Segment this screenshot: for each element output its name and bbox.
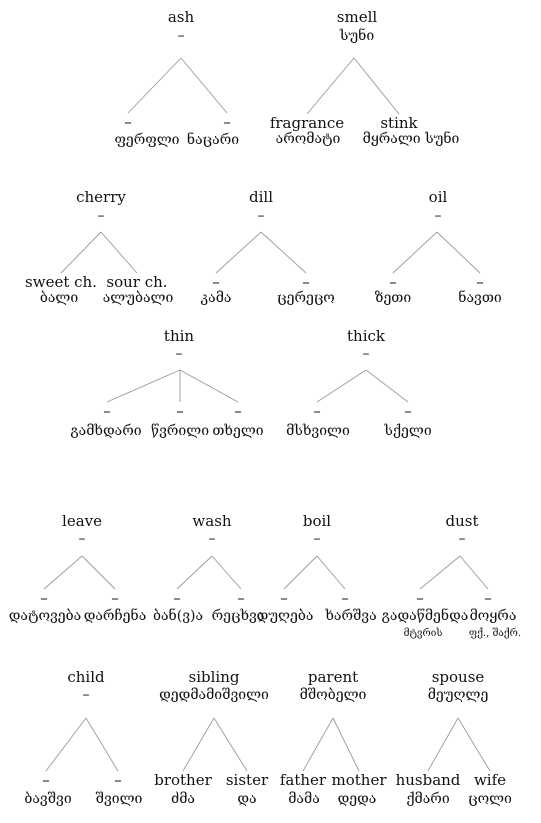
root-gloss-ash: –	[177, 28, 185, 44]
leaf-gloss-thick-1: სქელი	[384, 423, 432, 439]
leaf-label-leave-1: –	[111, 589, 119, 607]
leaf-gloss-boil-1: ხარშვა	[325, 608, 377, 624]
leaf-label-parent-0: father	[279, 771, 327, 789]
root-gloss-smell: სუნი	[339, 28, 375, 44]
leaf-label-boil-0: –	[280, 589, 288, 607]
branch-cherry-0	[61, 232, 101, 273]
branch-dill-0	[216, 232, 261, 273]
branch-leave-0	[44, 556, 82, 589]
branch-wash-1	[212, 556, 241, 589]
leaf-label-smell-1: stink	[380, 114, 418, 132]
leaf-gloss-child-1: შვილი	[95, 791, 143, 807]
root-label-thick: thick	[347, 327, 385, 345]
leaf-label-spouse-1: wife	[473, 771, 507, 789]
leaf-gloss-parent-1: დედა	[337, 791, 377, 807]
leaf-gloss-smell-0: არომატი	[275, 131, 341, 147]
leaf-gloss-oil-1: ნავთი	[458, 290, 502, 306]
leaf-label-oil-0: –	[389, 273, 397, 291]
leaf-gloss-child-0: ბავშვი	[24, 791, 72, 807]
leaf-label-parent-1: mother	[331, 771, 387, 789]
branch-thin-2	[180, 370, 238, 402]
leaf-label-child-1: –	[114, 771, 122, 789]
leaf-gloss-cherry-0: ბალი	[39, 290, 79, 306]
leaf-gloss-dill-0: კამა	[200, 290, 232, 306]
root-gloss-parent: მშობელი	[299, 687, 367, 703]
branch-parent-1	[333, 718, 359, 771]
leaf-label-boil-1: –	[341, 589, 349, 607]
leaf-label-dill-1: –	[302, 273, 310, 291]
branch-dill-1	[261, 232, 306, 273]
leaf-gloss-dust-0: გადაწმენდა	[381, 608, 469, 624]
leaf-gloss-leave-1: დარჩენა	[83, 608, 147, 624]
branch-sibling-0	[183, 718, 214, 771]
leaf-gloss-thick-0: მსხვილი	[286, 423, 350, 439]
root-label-dill: dill	[249, 188, 273, 206]
root-gloss-boil: –	[313, 531, 321, 547]
root-label-oil: oil	[428, 188, 448, 206]
leaf-label-child-0: –	[42, 771, 50, 789]
leaf-label-dust-1: –	[484, 589, 492, 607]
branch-thin-0	[107, 370, 180, 402]
leaf-label-thick-1: –	[404, 402, 412, 420]
root-gloss-spouse: მეუღლე	[427, 687, 489, 703]
branch-child-0	[46, 718, 86, 771]
root-label-wash: wash	[192, 512, 232, 530]
branch-oil-0	[393, 232, 437, 273]
leaf-label-ash-0: –	[124, 113, 132, 131]
root-label-spouse: spouse	[431, 668, 485, 686]
leaf-gloss-ash-1: ნაცარი	[186, 132, 240, 148]
leaf-gloss-sibling-0: ძმა	[171, 791, 195, 807]
branch-parent-0	[303, 718, 333, 771]
root-gloss-thick: –	[362, 346, 370, 362]
branch-oil-1	[437, 232, 480, 273]
leaf-gloss-boil-0: დუღება	[256, 608, 314, 624]
branch-smell-1	[354, 58, 399, 114]
leaf-label-thin-1: –	[176, 402, 184, 420]
root-label-thin: thin	[163, 327, 195, 345]
leaf-note-dust-1: ფქ., შაქრ.	[468, 628, 522, 639]
root-gloss-leave: –	[78, 531, 86, 547]
branch-boil-1	[317, 556, 345, 589]
branch-smell-0	[307, 58, 354, 114]
root-gloss-dust: –	[458, 531, 466, 547]
root-label-child: child	[67, 668, 105, 686]
leaf-gloss-oil-0: ზეთი	[374, 290, 412, 306]
leaf-gloss-wash-0: ბან(ვ)ა	[152, 608, 204, 624]
branch-leave-1	[82, 556, 115, 589]
leaf-gloss-sibling-1: და	[237, 791, 257, 807]
branch-boil-0	[284, 556, 317, 589]
root-gloss-oil: –	[434, 208, 442, 224]
leaf-gloss-smell-1: მყრალი სუნი	[362, 131, 460, 147]
root-gloss-thin: –	[175, 346, 183, 362]
leaf-gloss-parent-0: მამა	[288, 791, 320, 807]
leaf-label-smell-0: fragrance	[269, 114, 345, 132]
root-label-leave: leave	[62, 512, 102, 530]
branch-ash-0	[128, 58, 181, 113]
branch-dust-1	[460, 556, 488, 589]
leaf-gloss-cherry-1: ალუბალი	[102, 290, 174, 306]
leaf-gloss-dill-1: ცერეცო	[277, 290, 335, 306]
branch-cherry-1	[101, 232, 137, 273]
root-label-cherry: cherry	[76, 188, 126, 206]
leaf-label-oil-1: –	[476, 273, 484, 291]
branch-child-1	[86, 718, 118, 771]
root-label-boil: boil	[302, 512, 332, 530]
leaf-label-cherry-1: sour ch.	[106, 273, 168, 291]
root-gloss-child: –	[82, 687, 90, 703]
root-gloss-sibling: დედმამიშვილი	[159, 687, 269, 703]
leaf-gloss-dust-1: მოყრა	[469, 608, 517, 624]
leaf-gloss-thin-0: გამხდარი	[70, 423, 142, 439]
branch-thick-0	[317, 370, 366, 402]
branch-wash-0	[177, 556, 212, 589]
branch-sibling-1	[214, 718, 247, 771]
leaf-gloss-spouse-1: ცოლი	[468, 791, 512, 807]
branch-ash-1	[181, 58, 227, 113]
leaf-label-spouse-0: husband	[395, 771, 461, 789]
leaf-gloss-wash-1: რეცხვა	[211, 608, 265, 624]
leaf-gloss-spouse-0: ქმარი	[406, 791, 450, 807]
leaf-gloss-leave-0: დატოვება	[8, 608, 82, 624]
leaf-note-dust-0: მტვრის	[403, 628, 443, 639]
leaf-gloss-thin-2: თხელი	[212, 423, 264, 439]
root-label-smell: smell	[336, 8, 378, 26]
leaf-label-leave-0: –	[40, 589, 48, 607]
leaf-label-wash-1: –	[237, 589, 245, 607]
branch-spouse-1	[458, 718, 490, 771]
leaf-label-thin-0: –	[103, 402, 111, 420]
leaf-label-ash-1: –	[223, 113, 231, 131]
root-label-dust: dust	[445, 512, 479, 530]
leaf-label-dust-0: –	[416, 589, 424, 607]
leaf-label-sibling-1: sister	[225, 771, 269, 789]
root-gloss-wash: –	[208, 531, 216, 547]
leaf-label-thick-0: –	[313, 402, 321, 420]
root-gloss-cherry: –	[97, 208, 105, 224]
branch-spouse-0	[428, 718, 458, 771]
branch-dust-0	[420, 556, 460, 589]
leaf-label-dill-0: –	[212, 273, 220, 291]
root-label-ash: ash	[167, 8, 195, 26]
root-label-sibling: sibling	[188, 668, 240, 686]
branch-thick-1	[366, 370, 408, 402]
root-label-parent: parent	[307, 668, 359, 686]
leaf-gloss-thin-1: წვრილი	[150, 423, 210, 439]
root-gloss-dill: –	[257, 208, 265, 224]
leaf-label-cherry-0: sweet ch.	[25, 273, 97, 291]
leaf-label-thin-2: –	[234, 402, 242, 420]
leaf-label-wash-0: –	[173, 589, 181, 607]
leaf-label-sibling-0: brother	[154, 771, 212, 789]
leaf-gloss-ash-0: ფერფლი	[114, 132, 180, 148]
